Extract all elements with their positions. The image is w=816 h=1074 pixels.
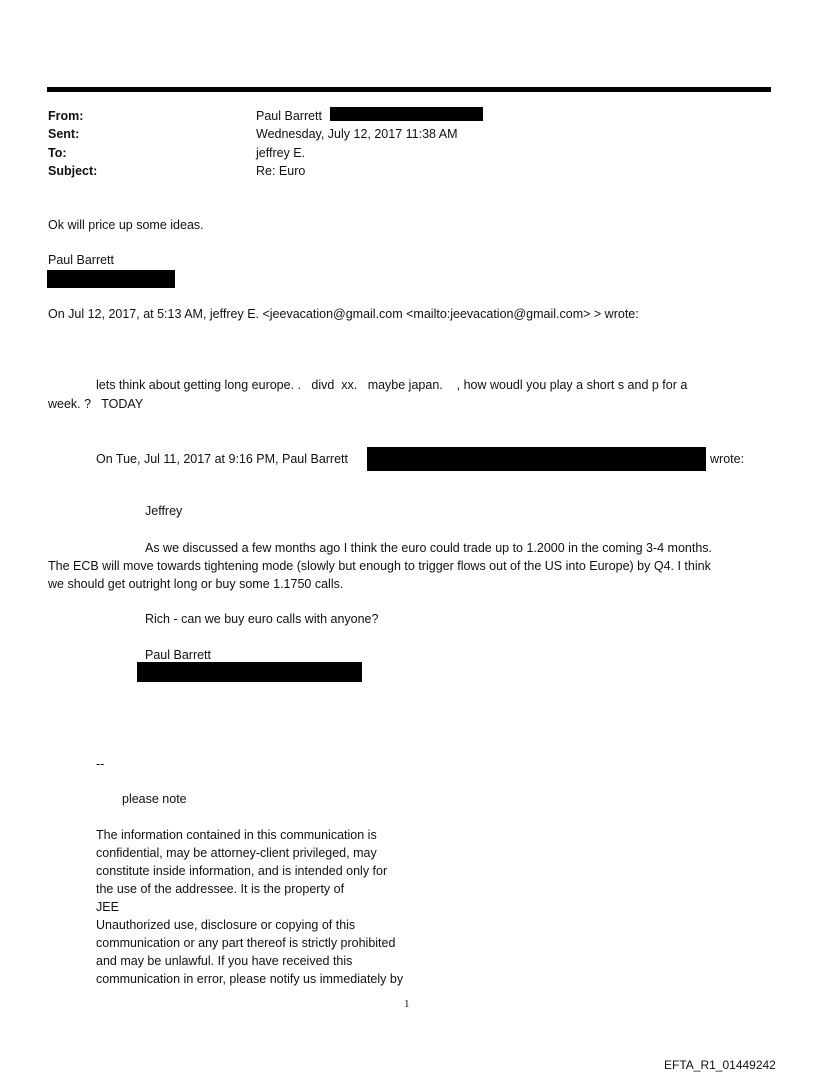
reply-signature: Paul Barrett — [48, 253, 115, 267]
disclaimer-heading: please note — [122, 792, 187, 806]
redaction-block — [367, 447, 706, 471]
redaction-block — [47, 270, 175, 288]
disclaimer-body — [96, 826, 403, 988]
quote2-paragraph-line1: As we discussed a few months ago I think the euro could trade up to 1.2000 in the coming 3-4 months. — [145, 541, 712, 555]
disclaimer-line: confidential, may be attorney-client privileged, may — [96, 846, 377, 860]
disclaimer-line: the use of the addressee. It is the property of — [96, 882, 345, 896]
disclaimer-line: JEE — [96, 900, 119, 914]
from-label: From: — [48, 109, 84, 123]
sent-label: Sent: — [48, 127, 80, 141]
to-label: To: — [48, 146, 67, 160]
signature-dashes: -- — [96, 757, 105, 771]
page-number: 1 — [404, 998, 410, 1010]
disclaimer-line: constitute inside information, and is intended only for — [96, 864, 388, 878]
quote2-question: Rich - can we buy euro calls with anyone? — [145, 612, 379, 626]
quote2-paragraph-line2: The ECB will move towards tightening mode (slowly but enough to trigger flows out of the US into Europe) by Q4. I think — [48, 559, 711, 573]
header-rule — [47, 87, 771, 92]
disclaimer-line: communication in error, please notify us immediately by — [96, 972, 404, 986]
quote1-line2: week. ? TODAY — [48, 397, 144, 411]
to-value: jeffrey E. — [256, 146, 306, 160]
from-value: Paul Barrett — [256, 109, 323, 123]
reply-body: Ok will price up some ideas. — [48, 218, 204, 232]
disclaimer-line: communication or any part thereof is strictly prohibited — [96, 936, 396, 950]
subject-label: Subject: — [48, 164, 98, 178]
sent-value: Wednesday, July 12, 2017 11:38 AM — [256, 127, 458, 141]
quote1-line1: lets think about getting long europe. . divd xx. maybe japan. , how woudl you play a short s and p for a — [96, 378, 688, 392]
quote1-attribution: On Jul 12, 2017, at 5:13 AM, jeffrey E. <jeevacation@gmail.com <mailto:jeevacation@gmail.com> > wrote: — [48, 307, 639, 321]
disclaimer-line: Unauthorized use, disclosure or copying of this — [96, 918, 356, 932]
disclaimer-line: The information contained in this communication is — [96, 828, 377, 842]
document-id: EFTA_R1_01449242 — [664, 1058, 776, 1072]
redaction-block — [137, 662, 362, 682]
quote2-paragraph-line3: we should get outright long or buy some 1.1750 calls. — [48, 577, 344, 591]
quote2-signature: Paul Barrett — [145, 648, 212, 662]
subject-value: Re: Euro — [256, 164, 306, 178]
quote2-attribution-end: wrote: — [710, 452, 745, 466]
redaction-block — [330, 107, 483, 121]
disclaimer-line: and may be unlawful. If you have received this — [96, 954, 353, 968]
quote2-attribution-start: On Tue, Jul 11, 2017 at 9:16 PM, Paul Barrett — [96, 452, 348, 466]
quote2-greeting: Jeffrey — [145, 504, 183, 518]
